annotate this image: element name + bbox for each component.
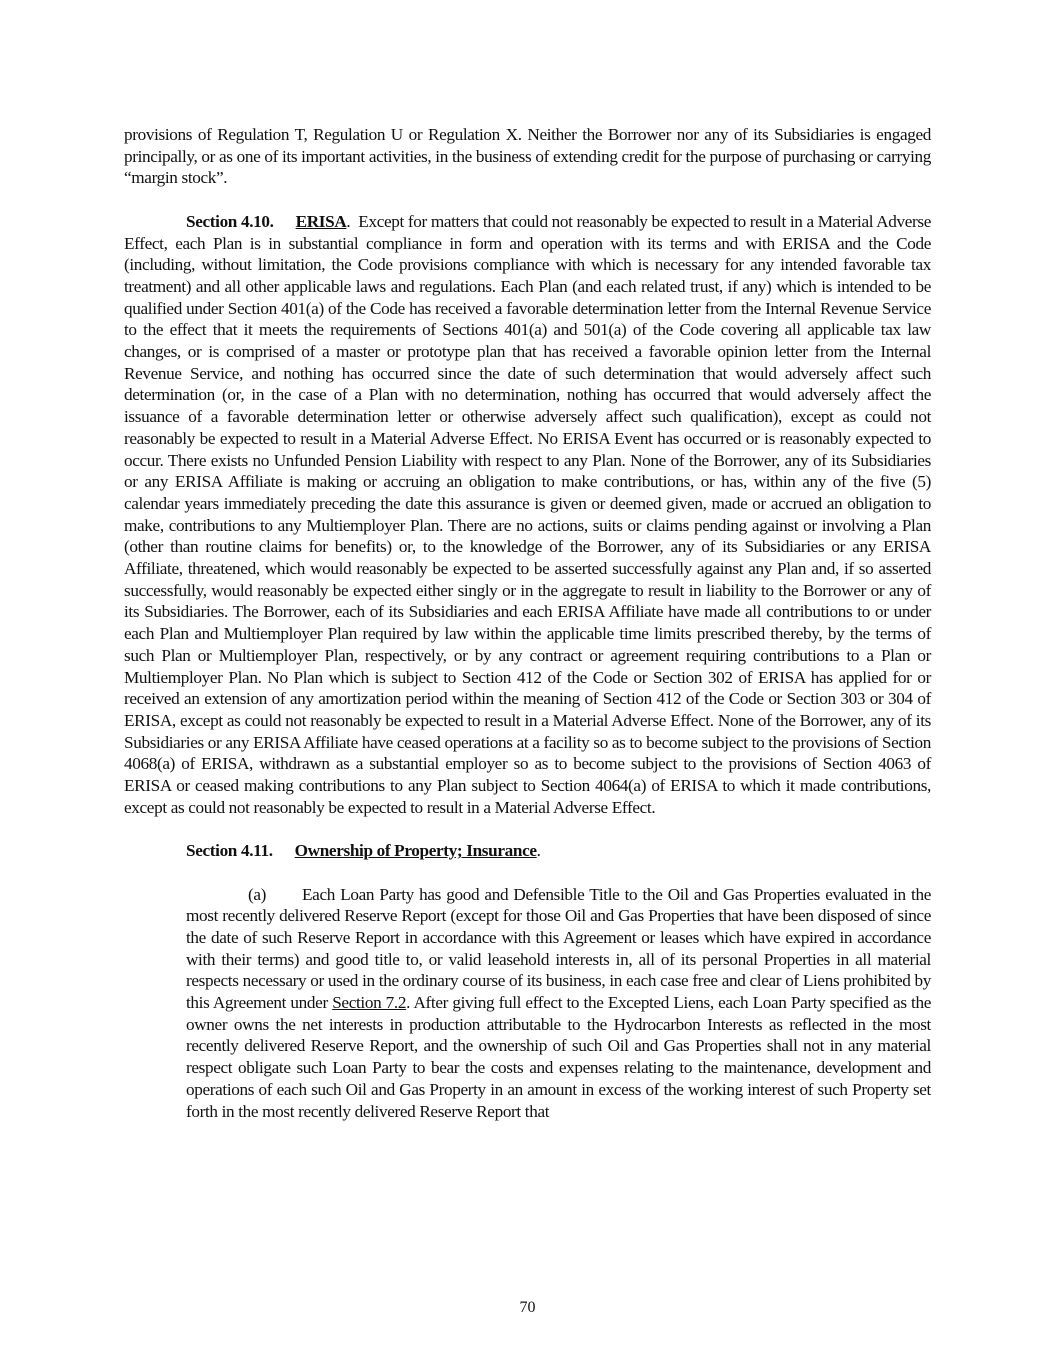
document-page <box>124 124 931 1122</box>
section-title: ERISA <box>295 211 347 231</box>
cross-reference-link: Section 7.2 <box>332 993 407 1013</box>
section-number: Section 4.11. <box>186 841 273 861</box>
section-number: Section 4.10. <box>186 211 274 231</box>
page-number: 70 <box>519 1299 536 1316</box>
section-4-11-heading <box>124 840 931 862</box>
subsection-a-block <box>124 884 931 1123</box>
section-title: Ownership of Property; Insurance <box>294 841 537 861</box>
section-title-punct: . <box>536 841 541 861</box>
continuation-paragraph: provisions of Regulation T, Regulation U or Regulation X. Neither the Borrower nor any of its Subsidiaries is engaged principally, or as one of its important activities, in the business of extending credit for the purpose of purchasing or carrying “margin stock”. <box>124 125 931 188</box>
section-4-10-paragraph <box>124 211 931 819</box>
subsection-label: (a) <box>248 884 267 904</box>
subsection-body-part1: Each Loan Party has good and Defensible Title to the Oil and Gas Properties evaluated in the most recently delivered Reserve Report (except for those Oil and Gas Properties that have been disposed of since the date of such Reserve Report in accordance with this Agreement or leases which have expired in accordance with their terms) and good title to, or valid leasehold interests in, all of its personal Properties in all material respects necessary or used in the ordinary course of its business, in each case free and clear of Liens prohibited by this Agreement under <box>186 884 931 1013</box>
subsection-body-part2: . After giving full effect to the Excepted Liens, each Loan Party specified as the owner owns the net interests in production attributable to the Hydrocarbon Interests as reflected in the most recently delivered Reserve Report, and the ownership of such Oil and Gas Properties shall not in any material respect obligate such Loan Party to bear the costs and expenses relating to the maintenance, development and operations of each such Oil and Gas Property in an amount in excess of the working interest of such Property set forth in the most recently delivered Reserve Report that <box>186 993 931 1121</box>
section-title-punct: . <box>346 211 351 231</box>
section-body: Except for matters that could not reasonably be expected to result in a Material Adverse Effect, each Plan is in substantial compliance in form and operation with its terms and with ERISA and the Code (including, without limitation, the Code provisions compliance with which is necessary for any intended favorable tax treatment) and all other applicable laws and regulations. Each Plan (and each related trust, if any) which is intended to be qualified under Section 401(a) of the Code has received a favorable determination letter from the Internal Revenue Service to the effect that it meets the requirements of Sections 401(a) and 501(a) of the Code covering all applicable tax law changes, or is comprised of a master or prototype plan that has received a favorable opinion letter from the Internal Revenue Service, and nothing has occurred since the date of such determination that would adversely affect such determination (or, in the case of a Plan with no determination, nothing has occurred that would adversely affect the issuance of a favorable determination letter or otherwise adversely affect such qualification), except as could not reasonably be expected to result in a Material Adverse Effect. No ERISA Event has occurred or is reasonably expected to occur. There exists no Unfunded Pension Liability with respect to any Plan. None of the Borrower, any of its Subsidiaries or any ERISA Affiliate is making or accruing an obligation to make contributions, or has, within any of the five (5) calendar years immediately preceding the date this assurance is given or deemed given, made or accrued an obligation to make, contributions to any Multiemployer Plan. There are no actions, suits or claims pending against or involving a Plan (other than routine claims for benefits) or, to the knowledge of the Borrower, any of its Subsidiaries or any ERISA Affiliate, threatened, which would reasonably be expected to be asserted successfully against any Plan and, if so asserted successfully, would reasonably be expected either singly or in the aggregate to result in liability to the Borrower or any of its Subsidiaries. The Borrower, each of its Subsidiaries and each ERISA Affiliate have made all contributions to or under each Plan and Multiemployer Plan required by law within the applicable time limits prescribed thereby, by the terms of such Plan or Multiemployer Plan, respectively, or by any contract or agreement requiring contributions to a Plan or Multiemployer Plan. No Plan which is subject to Section 412 of the Code or Section 302 of ERISA has applied for or received an extension of any amortization period within the meaning of Section 412 of the Code or Section 303 or 304 of ERISA, except as could not reasonably be expected to result in a Material Adverse Effect. None of the Borrower, any of its Subsidiaries or any ERISA Affiliate have ceased operations at a facility so as to become subject to the provisions of Section 4068(a) of ERISA, withdrawn as a substantial employer so as to become subject to the provisions of Section 4063 of ERISA or ceased making contributions to any Plan subject to Section 4064(a) of ERISA to which it made contributions, except as could not reasonably be expected to result in a Material Adverse Effect. <box>124 211 931 817</box>
subsection-a-paragraph <box>186 884 931 1123</box>
